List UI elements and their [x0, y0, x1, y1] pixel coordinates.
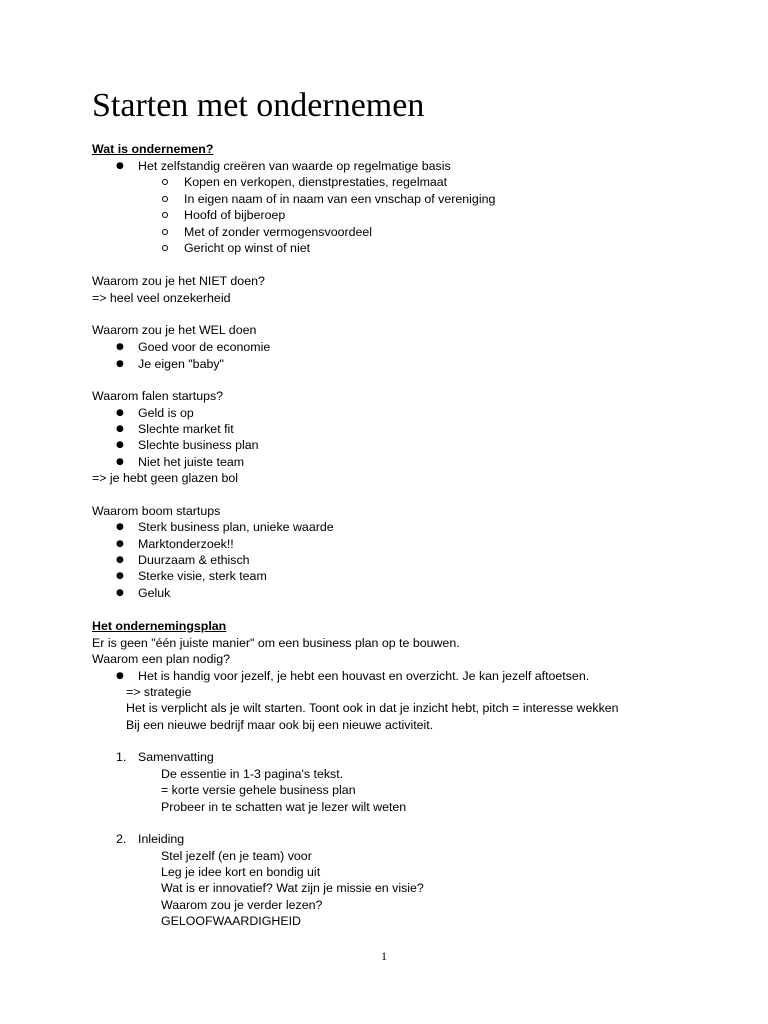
bullet-icon: ● [116, 408, 124, 418]
numbered-item-label: Inleiding [138, 832, 185, 846]
continuation-line: => strategie [126, 685, 192, 699]
list-item: Niet het juiste team [138, 455, 245, 469]
list-item: Duurzaam & ethisch [138, 553, 250, 567]
paragraph-line: Er is geen "één juiste manier" om een business plan op te bouwen. [92, 636, 460, 650]
numbered-item-line: Stel jezelf (en je team) voor [161, 849, 312, 863]
section-heading-ondernemingsplan: Het ondernemingsplan [92, 619, 227, 633]
bullet-icon: ● [116, 424, 124, 434]
bullet-icon: ● [116, 359, 124, 369]
list-item: Slechte business plan [138, 438, 259, 452]
continuation-line: Bij een nieuwe bedrijf maar ook bij een nieuwe activiteit. [126, 718, 434, 732]
list-item: Je eigen "baby" [138, 357, 224, 371]
sub-list-item: Met of zonder vermogensvoordeel [184, 225, 373, 239]
bullet-icon: ● [116, 555, 124, 565]
question-text: Waarom zou je het WEL doen [92, 323, 257, 337]
section-heading-wat-is-ondernemen: Wat is ondernemen? [92, 142, 214, 156]
numbered-item-label: Samenvatting [138, 750, 214, 764]
page-title: Starten met ondernemen [92, 87, 425, 124]
circle-bullet-icon [162, 196, 168, 202]
bullet-icon: ● [116, 588, 124, 598]
list-item: Geluk [138, 586, 171, 600]
continuation-line: Het is verplicht als je wilt starten. Toont ook in dat je inzicht hebt, pitch = interesse wekken [126, 701, 619, 715]
numbered-item-line: De essentie in 1-3 pagina's tekst. [161, 767, 344, 781]
paragraph-line: Waarom een plan nodig? [92, 652, 230, 666]
numbered-item-line: Leg je idee kort en bondig uit [161, 865, 321, 879]
list-item: Sterke visie, sterk team [138, 569, 267, 583]
bullet-icon: ● [116, 522, 124, 532]
question-text: Waarom zou je het NIET doen? [92, 274, 265, 288]
bullet-icon: ● [116, 342, 124, 352]
page-number: 1 [381, 949, 387, 963]
sub-list-item: Gericht op winst of niet [184, 241, 311, 255]
sub-list-item: In eigen naam of in naam van een vnschap of vereniging [184, 192, 496, 206]
circle-bullet-icon [162, 229, 168, 235]
list-item: Het zelfstandig creëren van waarde op regelmatige basis [138, 159, 451, 173]
numbered-item-line: Probeer in te schatten wat je lezer wilt weten [161, 800, 407, 814]
sub-list-item: Hoofd of bijberoep [184, 208, 286, 222]
list-item: Het is handig voor jezelf, je hebt een houvast en overzicht. Je kan jezelf aftoetsen. [138, 669, 590, 683]
list-number: 1. [116, 750, 127, 764]
bullet-icon: ● [116, 539, 124, 549]
list-number: 2. [116, 832, 127, 846]
list-item: Marktonderzoek!! [138, 537, 234, 551]
bullet-icon: ● [116, 161, 124, 171]
circle-bullet-icon [162, 245, 168, 251]
list-item: Slechte market fit [138, 422, 234, 436]
question-text: Waarom boom startups [92, 504, 221, 518]
bullet-icon: ● [116, 440, 124, 450]
numbered-item-line: Wat is er innovatief? Wat zijn je missie en visie? [161, 881, 424, 895]
question-text: Waarom falen startups? [92, 389, 224, 403]
circle-bullet-icon [162, 212, 168, 218]
list-item: Geld is op [138, 406, 194, 420]
numbered-item-line: Waarom zou je verder lezen? [161, 898, 323, 912]
answer-text: => heel veel onzekerheid [92, 291, 231, 305]
list-item: Sterk business plan, unieke waarde [138, 520, 334, 534]
bullet-icon: ● [116, 571, 124, 581]
circle-bullet-icon [162, 179, 168, 185]
numbered-item-line: = korte versie gehele business plan [161, 783, 356, 797]
numbered-item-line: GELOOFWAARDIGHEID [161, 914, 301, 928]
conclusion-text: => je hebt geen glazen bol [92, 471, 239, 485]
sub-list-item: Kopen en verkopen, dienstprestaties, regelmaat [184, 175, 448, 189]
bullet-icon: ● [116, 671, 124, 681]
list-item: Goed voor de economie [138, 340, 271, 354]
bullet-icon: ● [116, 457, 124, 467]
